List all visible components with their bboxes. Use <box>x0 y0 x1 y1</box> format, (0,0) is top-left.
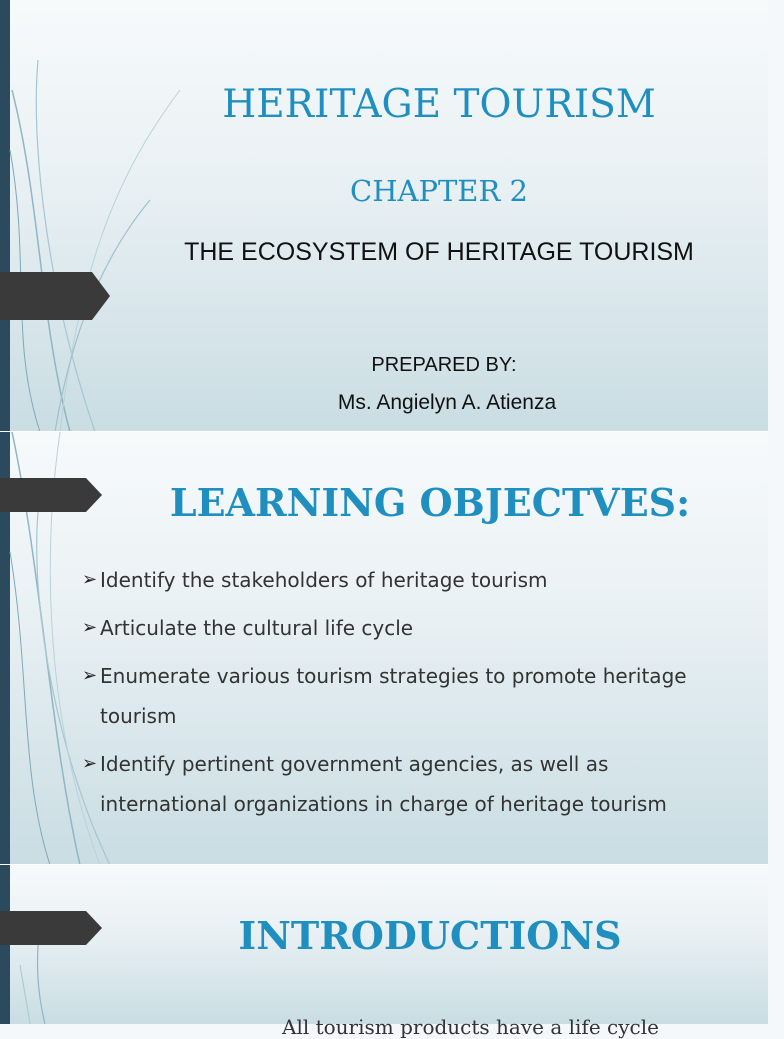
arrow-bullet-icon: ➢ <box>82 617 98 638</box>
introduction-heading: INTRODUCTIONS <box>238 913 622 958</box>
chapter-subtitle: THE ECOSYSTEM OF HERITAGE TOURISM <box>184 238 694 266</box>
objective-item <box>82 608 702 648</box>
chapter-label: CHAPTER 2 <box>350 174 528 208</box>
objectives-heading: LEARNING OBJECTVES: <box>169 480 691 525</box>
prepared-by-label: PREPARED BY: <box>371 354 517 376</box>
objective-text: Articulate the cultural life cycle <box>100 616 414 640</box>
introduction-text: All tourism products have a life cycle <box>282 1015 659 1039</box>
title-slide <box>0 0 768 432</box>
arrow-bullet-icon: ➢ <box>82 665 98 686</box>
slide-tab <box>0 478 110 512</box>
objective-item <box>82 656 702 736</box>
objectives-list <box>82 560 702 832</box>
arrow-bullet-icon: ➢ <box>82 753 98 774</box>
objective-text: Identify pertinent government agencies, as well as international organizations in charge of heritage tourism <box>100 752 667 816</box>
objective-item <box>82 560 702 600</box>
arrow-bullet-icon: ➢ <box>82 569 98 590</box>
objectives-slide <box>0 432 768 865</box>
author-name: Ms. Angielyn A. Atienza <box>337 391 557 414</box>
objective-text: Enumerate various tourism strategies to promote heritage tourism <box>100 664 687 728</box>
presentation-title: HERITAGE TOURISM <box>222 82 656 127</box>
objective-item <box>82 744 702 824</box>
slide-tab <box>0 272 110 320</box>
introduction-slide <box>0 865 768 1039</box>
slide-tab <box>0 911 110 945</box>
objective-text: Identify the stakeholders of heritage tourism <box>100 568 548 592</box>
